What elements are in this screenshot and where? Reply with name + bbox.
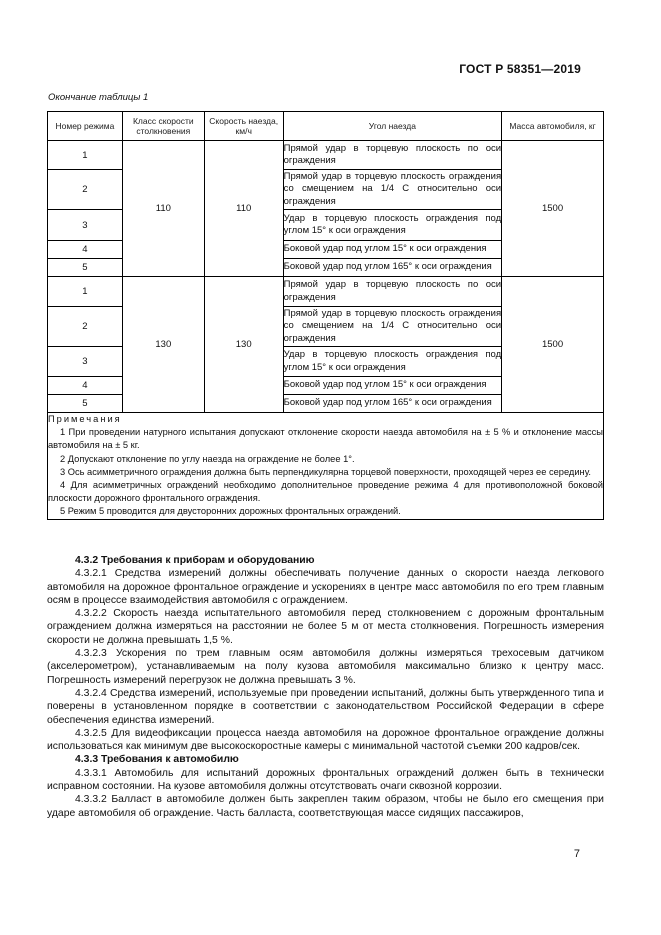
speed: 110 xyxy=(204,141,283,277)
header-speed: Скорость наезда, км/ч xyxy=(204,112,283,141)
note-item: 2 Допускают отклонение по углу наезда на ограждение не более 1°. xyxy=(60,453,355,464)
speed-class: 110 xyxy=(122,141,204,277)
note-item: 1 При проведении натурного испытания допускают отклонение скорости наезда автомобиля на ± 5 % и отклонение массы автомобиля на ± 5 кг. xyxy=(48,427,603,451)
table-caption: Окончание таблицы 1 xyxy=(48,92,149,103)
mode-number: 1 xyxy=(48,141,123,170)
mode-number: 5 xyxy=(48,259,123,277)
table-header-row xyxy=(48,112,604,141)
speed-class: 130 xyxy=(122,277,204,413)
header-angle: Угол наезда xyxy=(283,112,502,141)
note-item: 5 Режим 5 проводится для двусторонних дорожных фронтальных ограждений. xyxy=(60,506,401,517)
impact-angle: Прямой удар в торцевую плоскость по оси ограждения xyxy=(283,277,502,307)
note-item: 3 Ось асимметричного ограждения должна быть перпендикулярна торцевой поверхности, проходящей через ее середину. xyxy=(60,466,591,477)
test-modes-table xyxy=(47,111,604,520)
vehicle-mass: 1500 xyxy=(502,277,604,413)
impact-angle: Боковой удар под углом 15° к оси ограждения xyxy=(283,377,502,395)
section-heading: 4.3.3 Требования к автомобилю xyxy=(75,754,239,766)
paragraph: 4.3.2.2 Скорость наезда испытательного автомобиля перед столкновением с дорожным фронтальным ограждением должна измеряться на расстоянии не более 5 м от места столкновения. Погрешность измерения скорости не должна превышать 1,5 %. xyxy=(47,608,604,646)
table-row xyxy=(48,277,604,307)
paragraph: 4.3.2.1 Средства измерений должны обеспечивать получение данных о скорости наезда легкового автомобиля на дорожное фронтальное ограждение и ускорениях в центре масс автомобиля по его трем главным осям в процессе взаимодействия автомобиля с ограждением. xyxy=(47,568,604,606)
paragraph: 4.3.2.3 Ускорения по трем главным осям автомобиля должны измеряться трехосевым датчиком (акселерометром), устанавливаемым на полу кузова автомобиля максимально близко к центру масс. Погрешность измерений перегрузок не должна превышать 3 %. xyxy=(47,648,604,686)
impact-angle: Удар в торцевую плоскость ограждения под углом 15° к оси ограждения xyxy=(283,210,502,241)
speed: 130 xyxy=(204,277,283,413)
impact-angle: Прямой удар в торцевую плоскость по оси ограждения xyxy=(283,141,502,170)
mode-number: 4 xyxy=(48,241,123,259)
mode-number: 3 xyxy=(48,210,123,241)
body-text xyxy=(47,554,604,820)
paragraph: 4.3.2.4 Средства измерений, используемые при проведении испытаний, должны быть утвержденного типа и поверены в установленном порядке в соответствии с законодательством Российской Федерации в сфере обеспечения единства измерений. xyxy=(47,687,604,726)
table-row xyxy=(48,141,604,170)
header-mode-number: Номер режима xyxy=(48,112,123,141)
paragraph: 4.3.2.5 Для видеофиксации процесса наезда автомобиля на дорожное фронтальное ограждение должны использоваться как минимум две высокоскоростные камеры с минимальной частотой съемки 200 кадров/сек. xyxy=(47,727,604,753)
impact-angle: Боковой удар под углом 165° к оси ограждения xyxy=(283,259,502,277)
mode-number: 3 xyxy=(48,347,123,377)
impact-angle: Прямой удар в торцевую плоскость ограждения со смещением на 1/4 C относительно оси ограждения xyxy=(283,307,502,347)
paragraph: 4.3.3.1 Автомобиль для испытаний дорожных фронтальных ограждений должен быть в технически исправном состоянии. На кузове автомобиля должны отсутствовать очаги сквозной коррозии. xyxy=(47,767,604,793)
mode-number: 2 xyxy=(48,307,123,347)
notes-row xyxy=(48,413,604,520)
table-notes xyxy=(48,413,604,520)
impact-angle: Прямой удар в торцевую плоскость ограждения со смещением на 1/4 C относительно оси ограждения xyxy=(283,170,502,210)
impact-angle: Боковой удар под углом 15° к оси ограждения xyxy=(283,241,502,259)
impact-angle: Боковой удар под углом 165° к оси ограждения xyxy=(283,395,502,413)
note-item: 4 Для асимметричных ограждений необходимо дополнительное проведение режима 4 для противоположной боковой плоскости дорожного фронтального ограждения. xyxy=(48,479,603,504)
header-speed-class: Класс скорости столкновения xyxy=(122,112,204,141)
mode-number: 1 xyxy=(48,277,123,307)
mode-number: 5 xyxy=(48,395,123,413)
mode-number: 2 xyxy=(48,170,123,210)
paragraph: 4.3.3.2 Балласт в автомобиле должен быть закреплен таким образом, чтобы не было его смещения при ударе автомобиля об ограждение. Часть балласта, соответствующая массе сидящих пассажиров, xyxy=(47,794,604,819)
mode-number: 4 xyxy=(48,377,123,395)
document-id: ГОСТ Р 58351—2019 xyxy=(459,62,581,76)
section-heading: 4.3.2 Требования к приборам и оборудованию xyxy=(75,555,315,566)
header-mass: Масса автомобиля, кг xyxy=(502,112,604,141)
impact-angle: Удар в торцевую плоскость ограждения под углом 15° к оси ограждения xyxy=(283,347,502,377)
notes-title: Примечания xyxy=(48,414,122,424)
vehicle-mass: 1500 xyxy=(502,141,604,277)
page-number: 7 xyxy=(573,848,580,860)
